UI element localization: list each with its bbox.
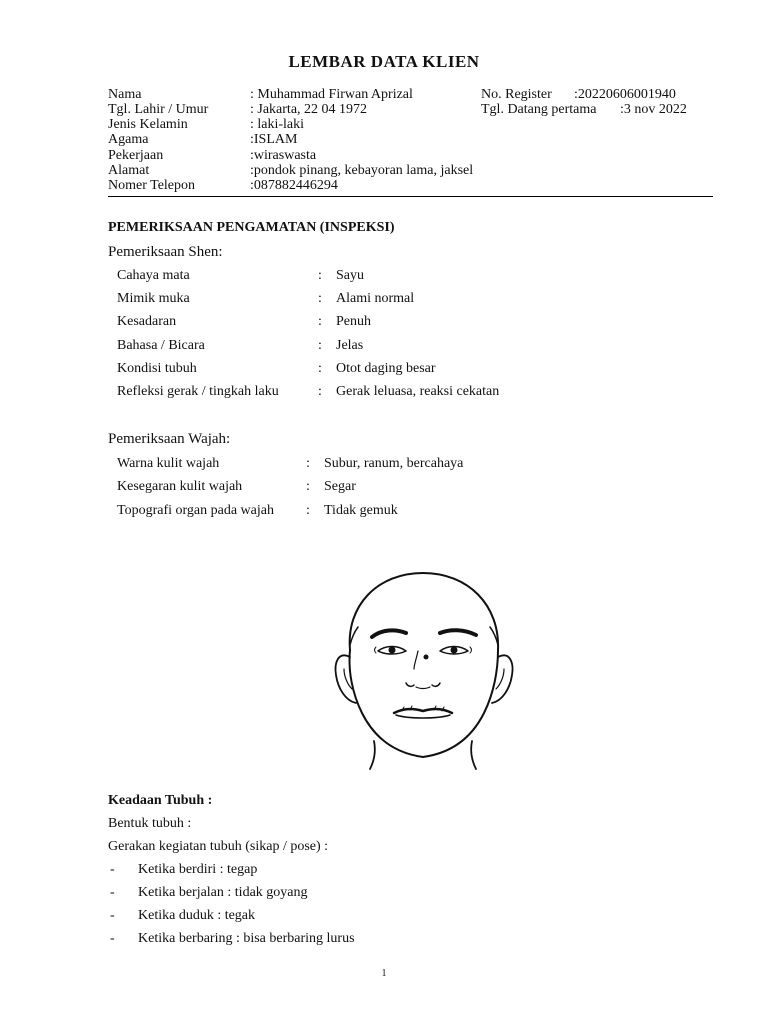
client-label: Tgl. Lahir / Umur bbox=[108, 102, 209, 117]
wajah-sep: : bbox=[306, 456, 310, 471]
client-label: Alamat bbox=[108, 163, 150, 178]
shen-heading: Pemeriksaan Shen: bbox=[108, 244, 223, 260]
client-value: :wiraswasta bbox=[250, 148, 317, 163]
client-value: : laki-laki bbox=[250, 117, 305, 132]
shen-value: Sayu bbox=[336, 268, 364, 283]
face-illustration bbox=[328, 565, 518, 770]
body-shape-label: Bentuk tubuh : bbox=[108, 816, 192, 831]
shen-label: Mimik muka bbox=[117, 291, 190, 306]
wajah-value: Segar bbox=[324, 479, 356, 494]
shen-sep: : bbox=[318, 338, 322, 353]
register-label: Tgl. Datang pertama bbox=[481, 102, 597, 117]
client-label: Pekerjaan bbox=[108, 148, 164, 163]
shen-label: Kesadaran bbox=[117, 314, 177, 329]
wajah-sep: : bbox=[306, 479, 310, 494]
header-divider bbox=[108, 196, 713, 197]
register-label: No. Register bbox=[481, 87, 552, 102]
client-value: :pondok pinang, kebayoran lama, jaksel bbox=[250, 163, 474, 178]
client-value: : Muhammad Firwan Aprizal bbox=[250, 87, 413, 102]
list-dash: - bbox=[110, 885, 115, 900]
list-item: Ketika berdiri : tegap bbox=[138, 862, 258, 877]
client-label: Nomer Telepon bbox=[108, 178, 196, 193]
shen-value: Penuh bbox=[336, 314, 371, 329]
shen-sep: : bbox=[318, 384, 322, 399]
shen-sep: : bbox=[318, 314, 322, 329]
shen-label: Kondisi tubuh bbox=[117, 361, 197, 376]
shen-sep: : bbox=[318, 291, 322, 306]
client-value: :087882446294 bbox=[250, 178, 338, 193]
client-label: Jenis Kelamin bbox=[108, 117, 188, 132]
list-dash: - bbox=[110, 908, 115, 923]
page-number: 1 bbox=[381, 968, 387, 979]
register-value: :20220606001940 bbox=[574, 87, 676, 102]
wajah-value: Subur, ranum, bercahaya bbox=[324, 456, 464, 471]
wajah-value: Tidak gemuk bbox=[324, 503, 398, 518]
shen-value: Gerak leluasa, reaksi cekatan bbox=[336, 384, 500, 399]
document-title: LEMBAR DATA KLIEN bbox=[288, 52, 480, 71]
shen-sep: : bbox=[318, 361, 322, 376]
client-label: Nama bbox=[108, 87, 142, 102]
list-item: Ketika duduk : tegak bbox=[138, 908, 256, 923]
list-item: Ketika berbaring : bisa berbaring lurus bbox=[138, 931, 355, 946]
body-movement-label: Gerakan kegiatan tubuh (sikap / pose) : bbox=[108, 839, 329, 854]
body-state-heading: Keadaan Tubuh : bbox=[108, 793, 213, 808]
wajah-label: Warna kulit wajah bbox=[117, 456, 220, 471]
inspection-heading: PEMERIKSAAN PENGAMATAN (INSPEKSI) bbox=[108, 220, 395, 235]
list-item: Ketika berjalan : tidak goyang bbox=[138, 885, 308, 900]
list-dash: - bbox=[110, 862, 115, 877]
wajah-sep: : bbox=[306, 503, 310, 518]
client-value: :ISLAM bbox=[250, 132, 298, 147]
shen-value: Otot daging besar bbox=[336, 361, 436, 376]
shen-label: Refleksi gerak / tingkah laku bbox=[117, 384, 279, 399]
wajah-label: Topografi organ pada wajah bbox=[117, 503, 274, 518]
shen-value: Alami normal bbox=[336, 291, 415, 306]
shen-label: Cahaya mata bbox=[117, 268, 190, 283]
list-dash: - bbox=[110, 931, 115, 946]
client-value: : Jakarta, 22 04 1972 bbox=[250, 102, 368, 117]
client-label: Agama bbox=[108, 132, 149, 147]
shen-sep: : bbox=[318, 268, 322, 283]
shen-label: Bahasa / Bicara bbox=[117, 338, 205, 353]
register-value: :3 nov 2022 bbox=[620, 102, 687, 117]
wajah-label: Kesegaran kulit wajah bbox=[117, 479, 243, 494]
shen-value: Jelas bbox=[336, 338, 364, 353]
wajah-heading: Pemeriksaan Wajah: bbox=[108, 431, 231, 447]
